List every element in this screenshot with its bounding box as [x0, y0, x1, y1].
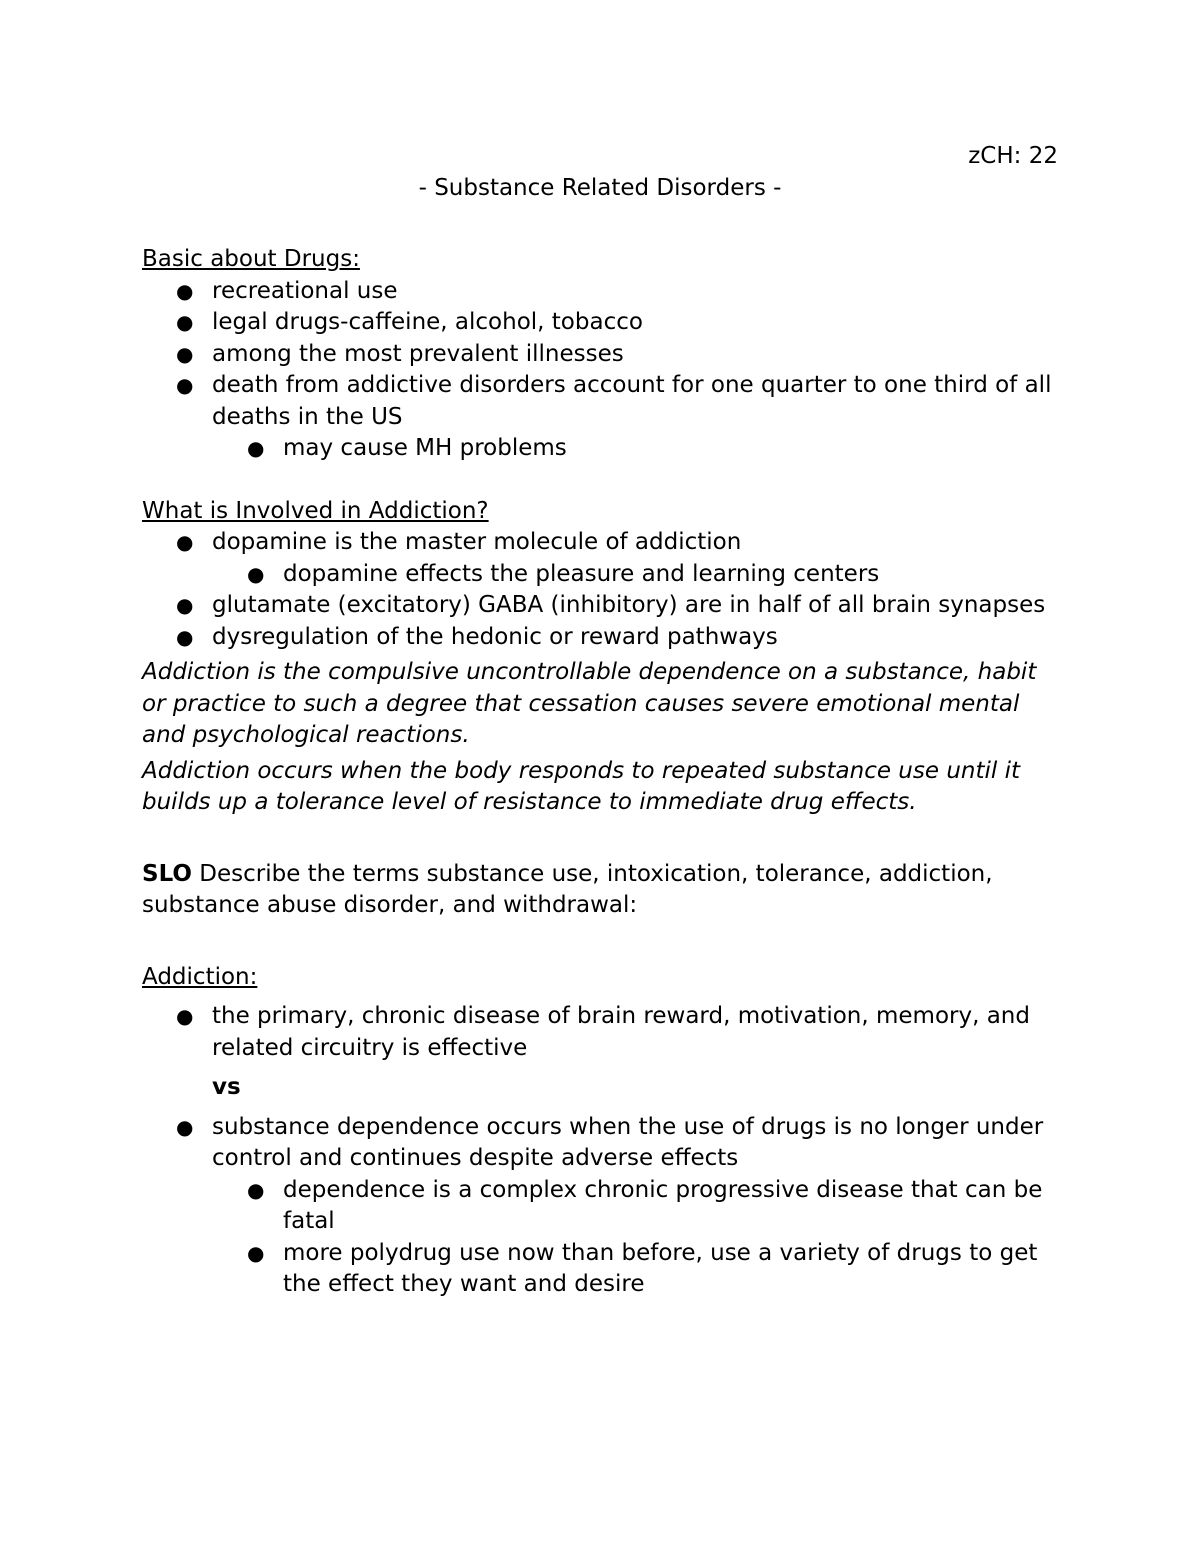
versus-label: vs — [212, 1074, 241, 1100]
sub-bullet-list — [142, 1175, 1058, 1301]
list-item — [142, 622, 1058, 654]
list-item-text: glutamate (excitatory) GABA (inhibitory) are in half of all brain synapses — [212, 592, 1046, 618]
list-item — [142, 1001, 1058, 1064]
list-item — [142, 590, 1058, 622]
list-item-text: dysregulation of the hedonic or reward pathways — [212, 623, 778, 650]
list-item-text: dependence is a complex chronic progressive disease that can be fatal — [283, 1176, 1043, 1234]
addiction-tolerance-definition: Addiction occurs when the body responds to repeated substance use until it builds up a tolerance level of resistance to immediate drug effects. — [142, 757, 1020, 815]
nested-list-container — [142, 433, 1058, 465]
bullet-icon: ● — [176, 278, 194, 303]
list-item — [142, 527, 1058, 559]
slo-paragraph — [142, 859, 1058, 922]
nested-list-container — [142, 1175, 1058, 1301]
list-item — [142, 1112, 1058, 1175]
slo-text: Describe the terms substance use, intoxication, tolerance, addiction, substance abuse disorder, and withdrawal: — [142, 860, 993, 918]
list-item — [142, 307, 1058, 339]
bullet-icon: ● — [247, 1240, 265, 1265]
list-item-text: substance dependence occurs when the use of drugs is no longer under control and continues despite adverse effects — [212, 1113, 1044, 1171]
bullet-icon: ● — [176, 593, 194, 617]
bullet-icon: ● — [247, 1177, 265, 1202]
sub-bullet-list — [142, 433, 1058, 465]
bullet-icon: ● — [176, 373, 194, 397]
bullet-icon: ● — [247, 561, 265, 586]
sub-list-item — [142, 559, 1058, 591]
document-body — [142, 244, 1058, 1301]
page-title: - Substance Related Disorders - — [418, 175, 782, 201]
section-heading: Addiction: — [142, 963, 258, 990]
bullet-icon: ● — [176, 341, 194, 366]
bullet-icon: ● — [176, 530, 194, 554]
bullet-list — [142, 276, 1058, 465]
nested-list-container — [142, 559, 1058, 591]
section-heading: What is Involved in Addiction? — [142, 497, 489, 524]
sub-list-item — [142, 1238, 1058, 1301]
slo-tag: SLO — [142, 860, 192, 887]
addiction-definition: Addiction is the compulsive uncontrollable dependence on a substance, habit or practice to such a degree that cessation causes severe emotional mental and psychological reactions. — [142, 659, 1037, 748]
bullet-list — [142, 1112, 1058, 1301]
list-item-text: recreational use — [212, 277, 398, 304]
list-item-text: dopamine is the master molecule of addiction — [212, 529, 742, 555]
list-item-text: may cause MH problems — [283, 435, 567, 461]
spacer — [142, 465, 1058, 496]
section-basic-about-drugs — [142, 244, 1058, 465]
list-item — [142, 370, 1058, 433]
list-item-text: the primary, chronic disease of brain reward, motivation, memory, and related circuitry is effective — [212, 1003, 1030, 1061]
list-item-text: dopamine effects the pleasure and learning centers — [283, 560, 880, 587]
section-heading: Basic about Drugs: — [142, 246, 360, 272]
list-item-text: death from addictive disorders account for one quarter to one third of all deaths in the US — [212, 372, 1052, 430]
section-addiction — [142, 962, 1058, 1301]
spacer — [142, 819, 1058, 859]
sub-list-item — [142, 433, 1058, 465]
list-item — [142, 276, 1058, 308]
sub-list-item — [142, 1175, 1058, 1238]
bullet-list — [142, 527, 1058, 653]
bullet-icon: ● — [176, 310, 194, 334]
bullet-icon: ● — [176, 1114, 194, 1139]
section-what-is-involved — [142, 496, 1058, 819]
list-item-text: among the most prevalent illnesses — [212, 340, 624, 367]
bullet-icon: ● — [247, 436, 265, 460]
spacer — [142, 922, 1058, 962]
bullet-list — [142, 1001, 1058, 1064]
bullet-icon: ● — [176, 1004, 194, 1028]
sub-bullet-list — [142, 559, 1058, 591]
list-item-text: more polydrug use now than before, use a variety of drugs to get the effect they want and desire — [283, 1239, 1038, 1297]
section-slo — [142, 859, 1058, 922]
list-item — [142, 339, 1058, 371]
bullet-icon: ● — [176, 624, 194, 649]
list-item-text: legal drugs-caffeine, alcohol, tobacco — [212, 309, 643, 335]
chapter-label: zCH: 22 — [968, 143, 1058, 169]
